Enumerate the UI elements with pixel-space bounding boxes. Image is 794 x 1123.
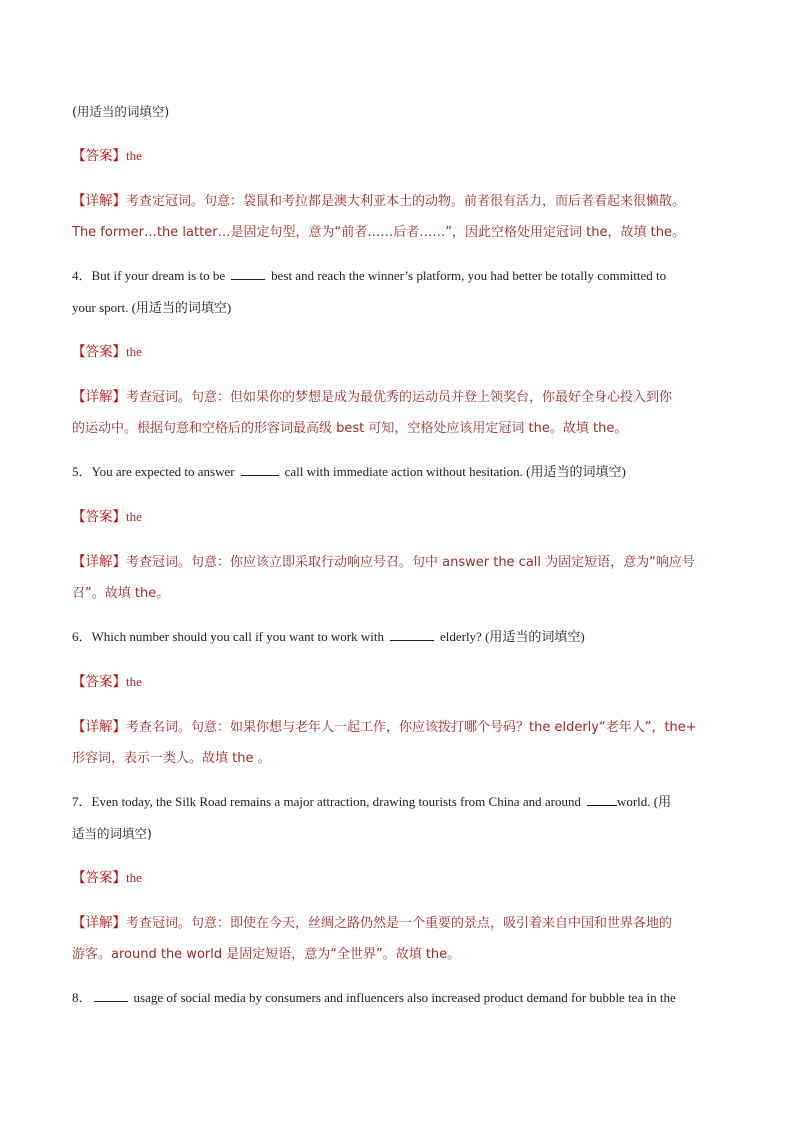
question-instruction: (用适当的词填空): [72, 104, 170, 119]
detail-line: 【详解】考查定冠词。句意：袋鼠和考拉都是澳大利亚本土的动物。前者很有活力，而后者看起来很懒散。: [72, 193, 686, 209]
detail-line: 召”。故填 the。: [72, 586, 170, 601]
question-7-cont: 适当的词填空): [72, 826, 152, 841]
detail-line: 【详解】考查冠词。句意：但如果你的梦想是成为最优秀的运动员并登上领奖台，你最好全身心投入到你: [72, 389, 673, 405]
answer-line: 【答案】the: [72, 674, 142, 690]
detail-line: 游客。around the world 是固定短语，意为“全世界”。故填 the。: [72, 947, 461, 962]
answer-blank: [587, 793, 617, 806]
answer-blank: [241, 463, 279, 476]
answer-line: 【答案】the: [72, 344, 142, 360]
detail-line: 形容词，表示一类人。故填 the 。: [72, 751, 271, 766]
answer-line: 【答案】the: [72, 870, 142, 886]
detail-line: 【详解】考查冠词。句意：你应该立即采取行动响应号召。句中 answer the call 为固定短语，意为“响应号: [72, 554, 695, 570]
answer-blank: [94, 989, 128, 1002]
question-4-cont: your sport. (用适当的词填空): [72, 300, 232, 315]
answer-line: 【答案】the: [72, 509, 142, 525]
answer-value: the: [126, 148, 142, 163]
answer-blank: [390, 628, 434, 641]
question-6: 6．Which number should you call if you want to work with elderly? (用适当的词填空): [72, 629, 585, 644]
detail-line: 【详解】考查名词。句意：如果你想与老年人一起工作，你应该拨打哪个号码？the elderly“老年人”，the+: [72, 719, 697, 735]
answer-blank: [231, 267, 265, 280]
question-5: 5．You are expected to answer call with immediate action without hesitation. (用适当的词填空): [72, 464, 626, 479]
question-8: 8． usage of social media by consumers and influencers also increased product demand for bubble tea in the: [72, 990, 676, 1005]
detail-line: 的运动中。根据句意和空格后的形容词最高级 best 可知，空格处应该用定冠词 the。故填 the。: [72, 421, 628, 436]
answer-line: [72, 147, 142, 165]
question-4: 4．But if your dream is to be best and reach the winner’s platform, you had better be totally committed to: [72, 268, 667, 283]
answer-tag: 【答案】: [72, 148, 126, 164]
detail-line: 【详解】考查冠词。句意：即使在今天，丝绸之路仍然是一个重要的景点，吸引着来自中国和世界各地的: [72, 915, 673, 931]
detail-tag: 【详解】: [72, 193, 126, 209]
question-7: 7．Even today, the Silk Road remains a major attraction, drawing tourists from China and around world. (用: [72, 794, 672, 809]
detail-line: The former…the latter…是固定句型，意为“前者……后者……”，因此空格处用定冠词 the，故填 the。: [72, 225, 685, 240]
